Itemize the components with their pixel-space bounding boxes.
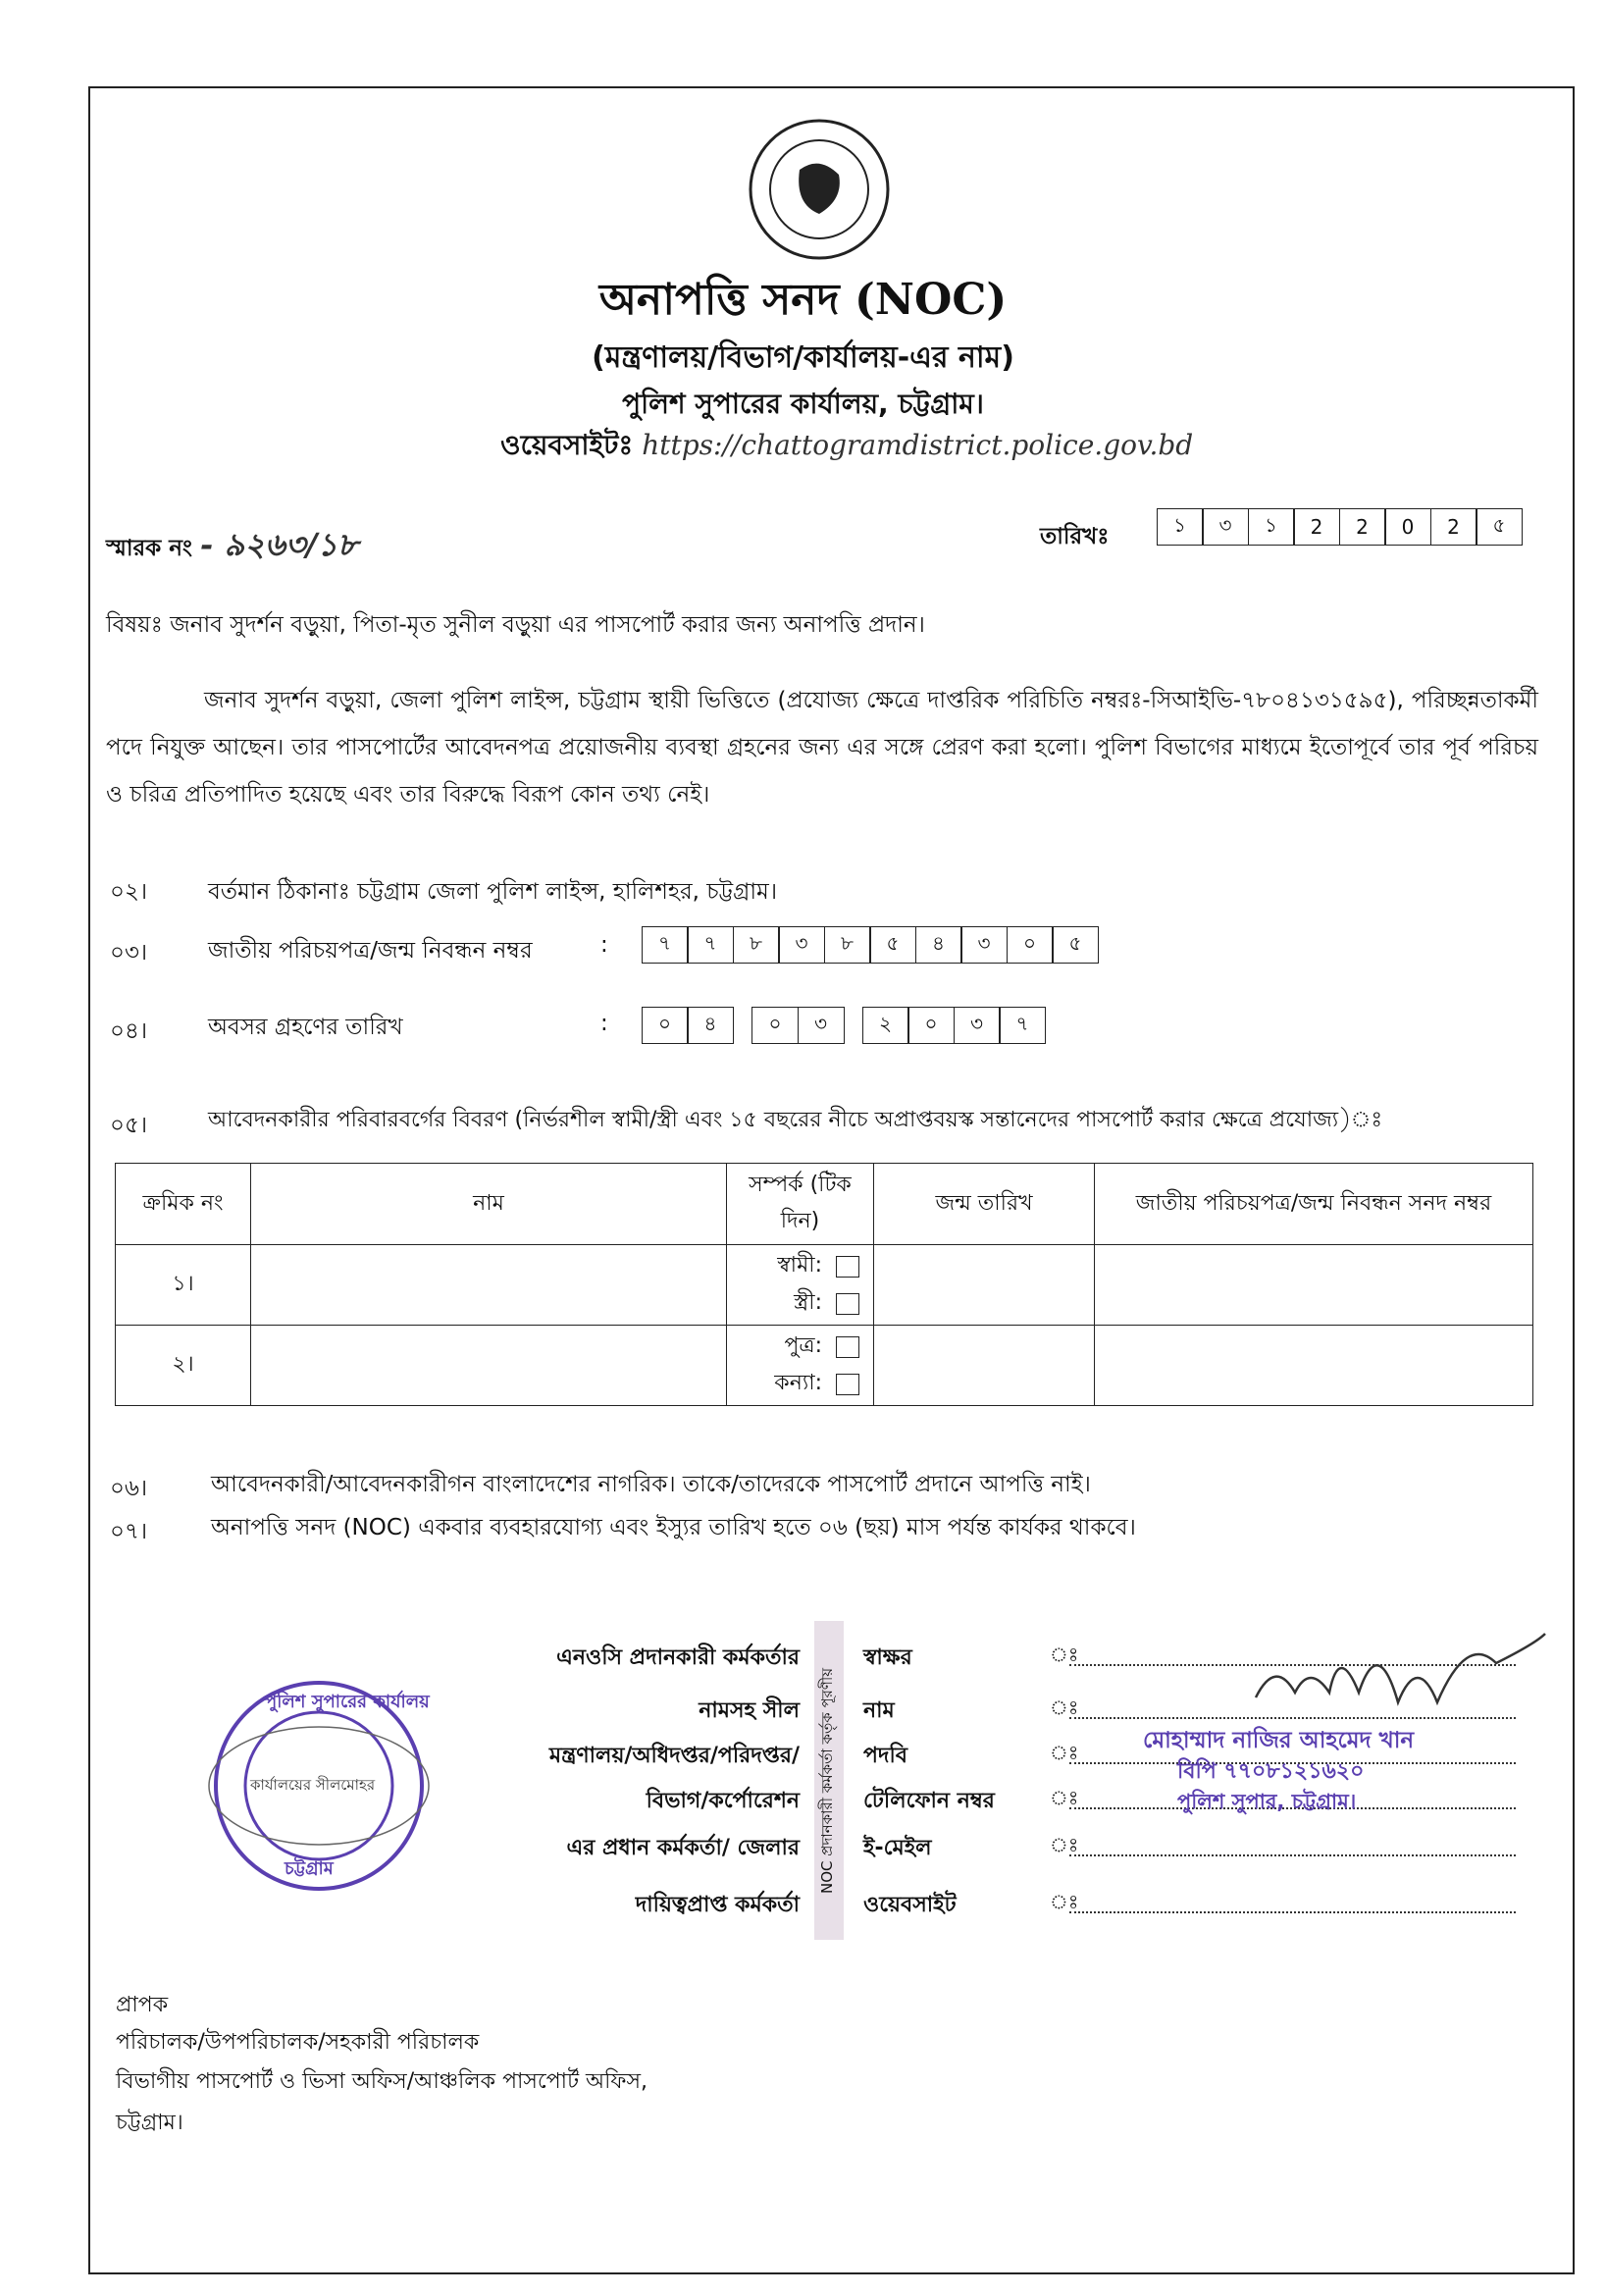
rel-label: স্বামী: xyxy=(777,1253,822,1278)
item-04-number: ০৪। xyxy=(110,1018,148,1044)
sig-field-line[interactable] xyxy=(1069,1888,1516,1913)
item-03-label: জাতীয় পরিচয়পত্র/জন্ম নিবন্ধন নম্বর xyxy=(208,938,533,964)
digit-box: ৩ xyxy=(798,1007,845,1044)
header-relation: সম্পর্ক (টিক দিন) xyxy=(727,1164,874,1245)
nid-boxes xyxy=(643,926,1099,964)
recipient-line: চট্টগ্রাম। xyxy=(116,2111,183,2135)
checkbox-son[interactable] xyxy=(727,1329,873,1366)
item-05-text: আবেদনকারীর পরিবারবর্গের বিবরণ (নির্ভরশীল স্বামী/স্ত্রী এবং ১৫ বছরের নীচে অপ্রাপ্তবয়স্ক সন্তানেদের পাসপোর্ট করার ক্ষেত্রে প্রযোজ্য)ঃ xyxy=(208,1108,1383,1132)
digit-box: ৪ xyxy=(687,1007,734,1044)
website-label: ওয়েবসাইটঃ xyxy=(500,429,634,461)
sig-field-label: নাম xyxy=(863,1698,895,1723)
digit-box: ১ xyxy=(1157,508,1204,546)
row-serial: ২। xyxy=(116,1326,251,1406)
sig-field-label: স্বাক্ষর xyxy=(863,1645,912,1670)
item-03-number: ০৩। xyxy=(110,940,148,965)
digit-box: ০ xyxy=(642,1007,689,1044)
office-name: পুলিশ সুপারের কার্যালয়, চট্টগ্রাম। xyxy=(622,388,984,420)
item-06-number: ০৬। xyxy=(110,1476,148,1501)
sig-field-colon: ঃ xyxy=(1050,1833,1079,1856)
checkbox[interactable] xyxy=(836,1293,859,1315)
digit-box: ৩ xyxy=(954,1007,1001,1044)
website-value: https://chattogramdistrict.police.gov.bd xyxy=(642,429,1194,461)
vertical-noc-label: NOC প্রদানকারী কর্মকর্তা কর্তৃক পূরণীয় xyxy=(814,1621,844,1940)
digit-box: ০ xyxy=(907,1007,955,1044)
digit-box: ৩ xyxy=(1202,508,1249,546)
retirement-date-boxes xyxy=(643,1007,1046,1044)
header-serial: ক্রমিক নং xyxy=(116,1164,251,1245)
nid-cell[interactable] xyxy=(1095,1326,1533,1406)
handwritten-signature-icon xyxy=(1246,1629,1560,1737)
digit-box: 2 xyxy=(1430,508,1477,546)
item-06-text: আবেদনকারী/আবেদনকারীগন বাংলাদেশের নাগরিক। তাকে/তাদেরকে পাসপোর্ট প্রদানে আপত্তি নাই। xyxy=(211,1472,1091,1497)
sig-field-label: টেলিফোন নম্বর xyxy=(863,1789,995,1813)
digit-box: ৭ xyxy=(999,1007,1046,1044)
date-boxes xyxy=(1158,508,1523,546)
stamp-bp: বিপি ৭৭০৮১২১৬২০ xyxy=(1177,1759,1365,1784)
header-name: নাম xyxy=(251,1164,727,1245)
memo-number xyxy=(106,520,358,573)
subject-line: বিষয়ঃ জনাব সুদর্শন বড়ুয়া, পিতা-মৃত সুনীল বড়ুয়া এর পাসপোর্ট করার জন্য অনাপত্তি প্রদান। xyxy=(106,612,925,638)
digit-box: ৩ xyxy=(960,926,1008,964)
name-cell[interactable] xyxy=(251,1245,727,1326)
item-07-number: ০৭। xyxy=(110,1519,148,1544)
seal-inner-text: কার্যালয়ের সীলমোহর xyxy=(250,1776,376,1794)
sig-field-label: ই-মেইল xyxy=(863,1836,932,1860)
dob-cell[interactable] xyxy=(874,1326,1095,1406)
document-subtitle: (মন্ত্রণালয়/বিভাগ/কার্যালয়-এর নাম) xyxy=(592,340,1014,375)
checkbox[interactable] xyxy=(836,1336,859,1358)
item-04-label: অবসর গ্রহণের তারিখ xyxy=(208,1015,403,1040)
sig-left-line: এনওসি প্রদানকারী কর্মকর্তার xyxy=(556,1645,800,1670)
recipient-heading: প্রাপক xyxy=(116,1993,169,2017)
sig-left-line: দায়িত্বপ্রাপ্ত কর্মকর্তা xyxy=(635,1893,800,1917)
digit-box: ৫ xyxy=(1476,508,1523,546)
header-dob: জন্ম তারিখ xyxy=(874,1164,1095,1245)
sig-field-colon: ঃ xyxy=(1050,1890,1079,1913)
sig-field-colon: ঃ xyxy=(1050,1741,1079,1764)
sig-left-line: মন্ত্রণালয়/অধিদপ্তর/পরিদপ্তর/ xyxy=(548,1744,800,1768)
stamp-name: মোহাম্মাদ নাজির আহমেদ খান xyxy=(1143,1728,1415,1753)
name-cell[interactable] xyxy=(251,1326,727,1406)
digit-box: ১ xyxy=(1248,508,1295,546)
header-nid: জাতীয় পরিচয়পত্র/জন্ম নিবন্ধন সনদ নম্বর xyxy=(1095,1164,1533,1245)
digit-box: ৫ xyxy=(1052,926,1099,964)
digit-box: ২ xyxy=(862,1007,909,1044)
item-03-colon: : xyxy=(600,932,608,958)
digit-box: 2 xyxy=(1339,508,1386,546)
sig-field-colon: ঃ xyxy=(1050,1696,1079,1719)
stamp-title: পুলিশ সুপার, চট্টগ্রাম। xyxy=(1177,1790,1357,1813)
checkbox-husband[interactable] xyxy=(727,1248,873,1285)
seal-bottom-text: চট্টগ্রাম xyxy=(285,1858,334,1879)
digit-box: ৭ xyxy=(642,926,689,964)
nid-cell[interactable] xyxy=(1095,1245,1533,1326)
digit-box: ৮ xyxy=(824,926,871,964)
dob-cell[interactable] xyxy=(874,1245,1095,1326)
item-02-address: বর্তমান ঠিকানাঃ চট্টগ্রাম জেলা পুলিশ লাইন্স, হালিশহর, চট্টগ্রাম। xyxy=(208,879,778,905)
sig-field-label: পদবি xyxy=(863,1744,908,1768)
item-07-text: অনাপত্তি সনদ (NOC) একবার ব্যবহারযোগ্য এবং ইস্যুর তারিখ হতে ০৬ (ছয়) মাস পর্যন্ত কার্যকর থাকবে। xyxy=(211,1515,1136,1540)
family-table xyxy=(115,1163,1533,1406)
digit-box: ৫ xyxy=(869,926,916,964)
body-paragraph: জনাব সুদর্শন বড়ুয়া, জেলা পুলিশ লাইন্স, চট্টগ্রাম স্থায়ী ভিত্তিতে (প্রযোজ্য ক্ষেত্রে দাপ্তরিক পরিচিতি নম্বরঃ-সিআইভি-৭৮০৪১৩১৫৯৫), পরিচ্ছন্নতাকর্মী পদে নিযুক্ত আছেন। তার পাসপোর্টের আবেদনপত্র প্রয়োজনীয় ব্যবস্থা গ্রহনের জন্য এর সঙ্গে প্রেরণ করা হলো। পুলিশ বিভাগের মাধ্যমে ইতোপূর্বে তার পূর্ব পরিচয় ও চরিত্র প্রতিপাদিত হয়েছে এবং তার বিরুদ্ধে বিরূপ কোন তথ্য নেই। xyxy=(106,688,1538,808)
rel-label: স্ত্রী: xyxy=(794,1290,822,1315)
checkbox-wife[interactable] xyxy=(727,1285,873,1323)
bangladesh-govt-emblem-icon xyxy=(746,116,893,263)
digit-box: 2 xyxy=(1293,508,1340,546)
digit-box: ৩ xyxy=(778,926,825,964)
sig-field-colon: ঃ xyxy=(1050,1786,1079,1809)
memo-label: স্মারক নং xyxy=(106,536,192,561)
digit-box: ৮ xyxy=(733,926,780,964)
sig-left-line: বিভাগ/কর্পোরেশন xyxy=(646,1789,800,1813)
digit-box: ০ xyxy=(751,1007,799,1044)
sig-left-line: এর প্রধান কর্মকর্তা/ জেলার xyxy=(566,1836,800,1860)
recipient-line: বিভাগীয় পাসপোর্ট ও ভিসা অফিস/আঞ্চলিক পাসপোর্ট অফিস, xyxy=(116,2069,648,2094)
digit-box: ৪ xyxy=(915,926,962,964)
recipient-line: পরিচালক/উপপরিচালক/সহকারী পরিচালক xyxy=(116,2030,480,2055)
date-label: তারিখঃ xyxy=(1040,524,1110,549)
checkbox[interactable] xyxy=(836,1374,859,1395)
seal-outer-text: পুলিশ সুপারের কার্যালয় xyxy=(265,1692,430,1712)
table-row xyxy=(116,1245,1533,1326)
sig-field-label: ওয়েবসাইট xyxy=(863,1893,957,1917)
digit-box: 0 xyxy=(1384,508,1431,546)
table-row xyxy=(116,1326,1533,1406)
checkbox[interactable] xyxy=(836,1256,859,1278)
sig-field-colon: ঃ xyxy=(1050,1643,1079,1666)
memo-value: - ৯২৬৩/১৮ xyxy=(199,526,358,563)
digit-box: ৭ xyxy=(687,926,734,964)
table-header-row xyxy=(116,1164,1533,1245)
document-title: অনাপত্তি সনদ (NOC) xyxy=(598,275,1008,325)
digit-box: ০ xyxy=(1007,926,1054,964)
row-serial: ১। xyxy=(116,1245,251,1326)
item-02-number: ০২। xyxy=(110,879,148,905)
checkbox-daughter[interactable] xyxy=(727,1366,873,1403)
item-04-colon: : xyxy=(600,1011,608,1036)
rel-label: পুত্র: xyxy=(784,1333,822,1358)
item-05-number: ০৫। xyxy=(110,1113,148,1138)
sig-left-line: নামসহ সীল xyxy=(699,1698,800,1723)
sig-field-line[interactable] xyxy=(1069,1831,1516,1856)
rel-label: কন্যা: xyxy=(774,1371,822,1395)
website-line xyxy=(500,424,1193,470)
